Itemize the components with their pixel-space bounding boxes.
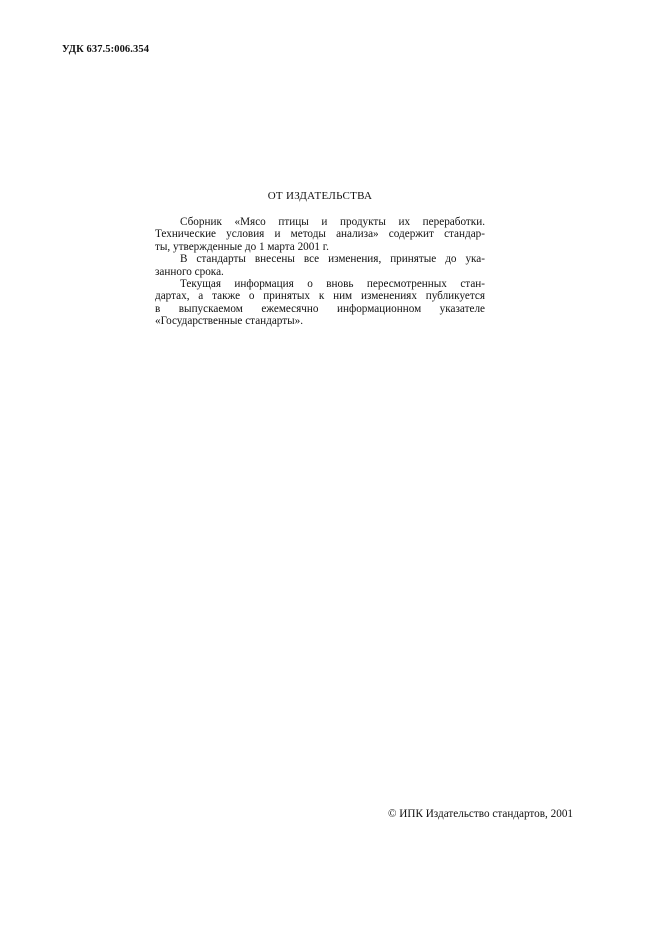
copyright-notice: © ИПК Издательство стандартов, 2001 — [388, 808, 574, 820]
publisher-notice — [155, 190, 485, 328]
notice-line: Сборник «Мясо птицы и продукты их переработки. — [180, 216, 485, 228]
notice-line: Технические условия и методы анализа» содержит стандар- — [155, 228, 485, 241]
udc-code: УДК 637.5:006.354 — [62, 44, 150, 55]
notice-line: в выпускаемом ежемесячно информационном указателе — [155, 302, 485, 315]
notice-line: В стандарты внесены все изменения, принятые до ука- — [180, 253, 485, 266]
notice-line: дартах, а также о принятых к ним изменениях публикуется — [155, 290, 485, 303]
notice-body — [155, 216, 485, 328]
notice-line: «Государственные стандарты». — [155, 315, 304, 328]
notice-line: Текущая информация о вновь пересмотренных стан- — [180, 278, 485, 291]
notice-line: занного срока. — [155, 265, 224, 278]
notice-heading: ОТ ИЗДАТЕЛЬСТВА — [267, 190, 373, 202]
notice-line: ты, утвержденные до 1 марта 2001 г. — [155, 240, 329, 253]
